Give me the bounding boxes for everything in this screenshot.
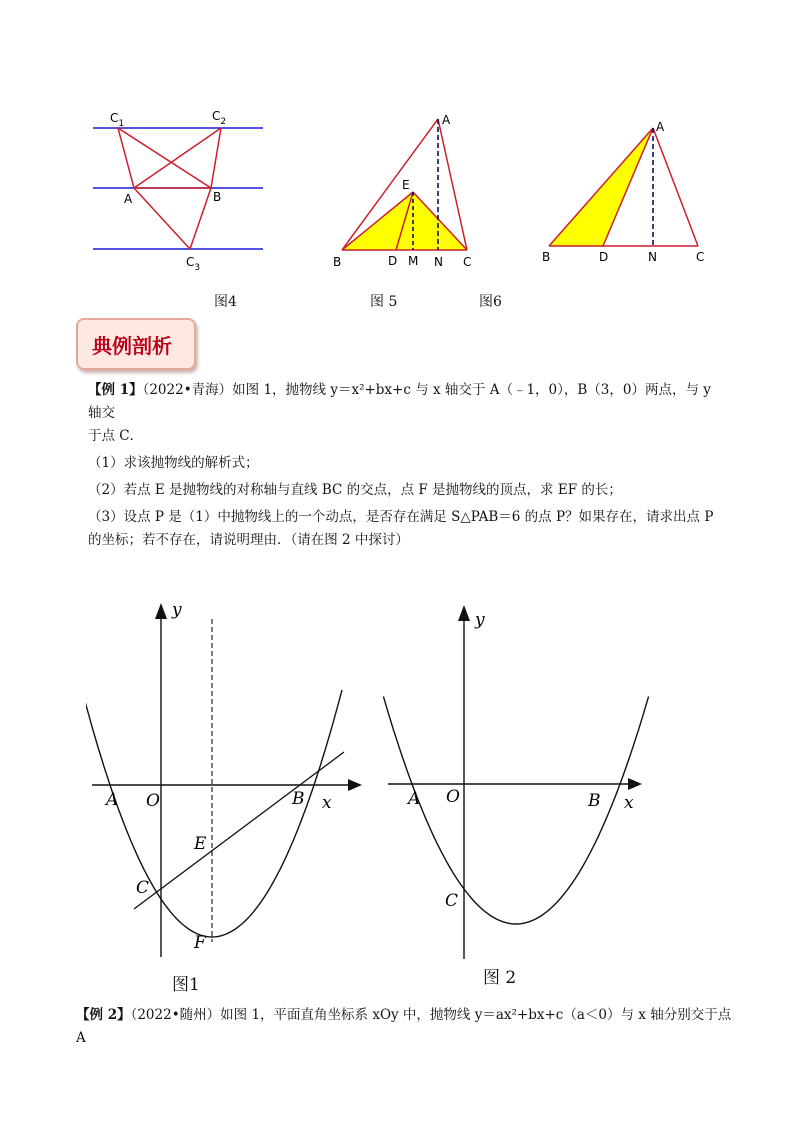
fig5-label-a: A: [442, 113, 451, 127]
graph-2: [382, 597, 662, 967]
fig5-label-d: D: [388, 254, 398, 268]
fig6-label-n: N: [648, 250, 657, 264]
fig5-label-e: E: [402, 178, 410, 192]
fig4-label-a: A: [124, 192, 133, 206]
figure-5: [328, 110, 488, 270]
example1-question3-line1: （3）设点 P 是（1）中抛物线上的一个动点，是否存在满足 S△PAB＝6 的点 P？如果存在，请求出点 P: [88, 509, 714, 525]
graph1-label-y: y: [172, 600, 182, 620]
fig6-caption: 图6: [479, 294, 502, 310]
graph1-parabola: [86, 690, 342, 937]
graph1-label-e: E: [194, 834, 207, 854]
graph2-parabola: [383, 696, 648, 924]
example1-text: [88, 379, 728, 552]
fig6-label-b: B: [542, 250, 551, 264]
example1-line2: 于点 C．: [88, 428, 144, 444]
graph2-label-x: x: [624, 793, 634, 813]
graph1-label-b: B: [292, 789, 305, 809]
graph1-caption: 图1: [172, 975, 200, 995]
graph2-label-o: O: [446, 787, 460, 807]
graph-1: [86, 597, 376, 967]
fig6-label-a: A: [656, 120, 665, 134]
example1-tag: 【例 1】: [88, 382, 143, 398]
graph2-label-c: C: [445, 891, 459, 911]
figure-6: [535, 116, 715, 266]
fig5-label-n: N: [434, 255, 443, 269]
fig4-caption: 图4: [214, 294, 237, 310]
graph1-label-x: x: [322, 793, 332, 813]
example2-text: [76, 1004, 736, 1050]
example2-tag: 【例 2】: [76, 1007, 131, 1023]
graph2-caption: 图 2: [483, 968, 517, 988]
example2-line1: 【例 2】（2022•随州）如图 1，平面直角坐标系 xOy 中，抛物线 y＝ax²+bx+c（a＜0）与 x 轴分别交于点 A: [76, 1007, 732, 1046]
fig5-caption: 图 5: [370, 294, 398, 310]
graph1-label-a: A: [106, 790, 119, 810]
example1-question2: （2）若点 E 是抛物线的对称轴与直线 BC 的交点，点 F 是抛物线的顶点，求 EF 的长；: [88, 482, 622, 498]
section-badge: [76, 318, 196, 370]
graph2-label-y: y: [475, 610, 485, 630]
graph2-label-a: A: [408, 789, 421, 809]
fig4-label-c1: $C_1$: [110, 111, 125, 129]
example1-line1: 【例 1】（2022•青海）如图 1，抛物线 y＝x²+bx+c 与 x 轴交于 A（﹣1，0），B（3，0）两点，与 y 轴交: [88, 382, 711, 421]
fig4-label-b: B: [213, 190, 222, 204]
example1-question1: （1）求该抛物线的解析式；: [88, 455, 259, 471]
fig5-label-m: M: [408, 254, 419, 268]
graph1-label-f: F: [194, 933, 206, 953]
fig4-label-c2: $C_2$: [212, 109, 227, 127]
example1-question3-line2: 的坐标；若不存在，请说明理由．（请在图 2 中探讨）: [88, 532, 409, 548]
fig6-label-c: C: [696, 250, 705, 264]
section-badge-label: 典例剖析: [92, 334, 172, 358]
fig6-label-d: D: [599, 250, 609, 264]
fig5-label-c: C: [463, 255, 472, 269]
graph1-label-o: O: [146, 791, 160, 811]
figure-4: [88, 106, 268, 276]
graph2-label-b: B: [588, 791, 601, 811]
graph1-label-c: C: [136, 878, 150, 898]
fig4-label-c3: $C_3$: [186, 255, 201, 273]
fig5-label-b: B: [333, 255, 342, 269]
